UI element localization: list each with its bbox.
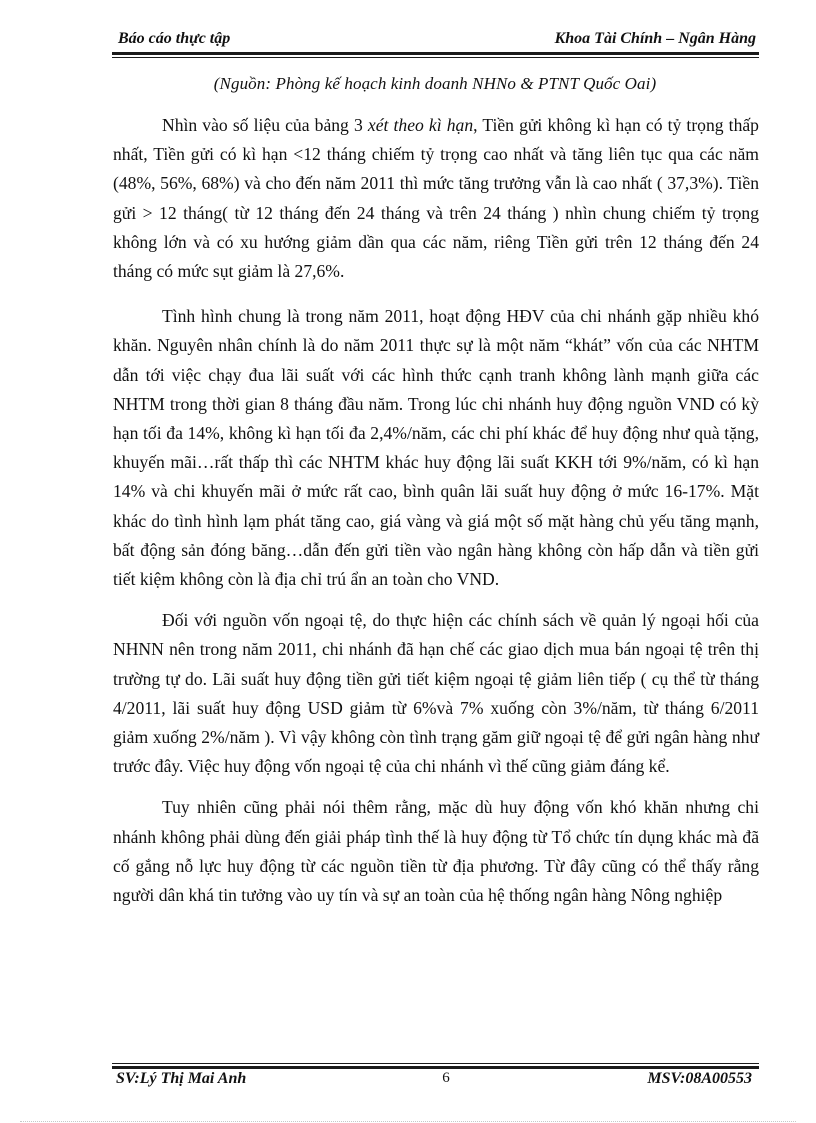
paragraph-4: Tuy nhiên cũng phải nói thêm rằng, mặc dù huy động vốn khó khăn nhưng chi nhánh không phải dùng đến giải pháp tình thế là huy động từ Tổ chức tín dụng khác mà đã cố gắng nỗ lực huy động từ các nguồn tiền từ địa phương. Từ đây cũng có thể thấy rằng người dân khá tin tưởng vào uy tín và sự an toàn của hệ thống ngân hàng Nông nghiệp	[113, 797, 759, 906]
header-report-title: Báo cáo thực tập	[118, 30, 231, 47]
paragraph-1-emphasis: xét theo kì hạn	[367, 115, 474, 135]
footer-rule-thin	[112, 1063, 759, 1064]
footer-student-id: MSV:08A00553	[647, 1070, 752, 1087]
paragraph-1-part-b: , Tiền gửi không kì hạn có tỷ trọng thấp nhất, Tiền gửi có kì hạn <12 tháng chiếm tỷ trọng cao nhất và tăng liên tục qua các năm (48%, 56%, 68%) và cho đến năm 2011 thì mức tăng trưởng vẫn là cao nhất ( 37,3%). Tiền gửi > 12 tháng( từ 12 tháng đến 24 tháng và trên 24 tháng ) nhìn chung chiếm tỷ trọng không lớn và có xu hướng giảm dần qua các năm, riêng Tiền gửi trên 12 tháng đến 24 tháng có mức sụt giảm là 27,6%.	[113, 115, 759, 282]
paragraph-2: Tình hình chung là trong năm 2011, hoạt động HĐV của chi nhánh gặp nhiều khó khăn. Nguyên nhân chính là do năm 2011 thực sự là một năm “khát” vốn của các NHTM dẫn tới việc chạy đua lãi suất với các hình thức cạnh tranh không lành mạnh giữa các NHTM trong thời gian 8 tháng đầu năm. Trong lúc chi nhánh huy động nguồn VND có kỳ hạn tối đa 14%, không kì hạn tối đa 2,4%/năm, các chi phí khác để huy động như quà tặng, khuyến mãi…rất thấp thì các NHTM khác huy động lãi suất KKH tới 9%/năm, có kì hạn 14% và chi khuyến mãi ở mức rất cao, bình quân lãi suất huy động ở mức 16-17%. Mặt khác do tình hình lạm phát tăng cao, giá vàng và giá một số mặt hàng chủ yếu tăng mạnh, bất động sản đóng băng…dẫn đến gửi tiền vào ngân hàng không còn hấp dẫn và tiền gửi tiết kiệm không còn là địa chỉ trú ẩn an toàn cho VND.	[113, 306, 759, 590]
paragraph-1	[113, 111, 759, 286]
table-source-note: (Nguồn: Phòng kế hoạch kinh doanh NHNo & PTNT Quốc Oai)	[213, 74, 657, 93]
page-footer	[112, 1070, 758, 1092]
paragraph-3: Đối với nguồn vốn ngoại tệ, do thực hiện các chính sách về quản lý ngoại hối của NHNN nên trong năm 2011, chi nhánh đã hạn chế các giao dịch mua bán ngoại tệ trên thị trường tự do. Lãi suất huy động tiền gửi tiết kiệm ngoại tệ giảm liên tiếp ( cụ thể từ tháng 4/2011, lãi suất huy động USD giảm từ 6%và 7% xuống còn 3%/năm, từ tháng 6/2011 giảm xuống 2%/năm ). Vì vậy không còn tình trạng găm giữ ngoại tệ để gửi ngân hàng như trước đây. Việc huy động vốn ngoại tệ của chi nhánh vì thế cũng giảm đáng kể.	[113, 610, 759, 777]
footer-student-name: SV:Lý Thị Mai Anh	[116, 1070, 247, 1087]
header-faculty: Khoa Tài Chính – Ngân Hàng	[554, 30, 756, 47]
page-body	[113, 111, 759, 922]
paragraph-1-part-a: Nhìn vào số liệu của bảng 3	[162, 115, 368, 135]
page-bottom-dotted-line	[20, 1121, 796, 1122]
page-number: 6	[442, 1070, 450, 1086]
header-rule-thick	[112, 52, 759, 55]
page-header	[112, 28, 758, 50]
header-rule-thin	[112, 57, 759, 58]
footer-rule-thick	[112, 1066, 759, 1069]
